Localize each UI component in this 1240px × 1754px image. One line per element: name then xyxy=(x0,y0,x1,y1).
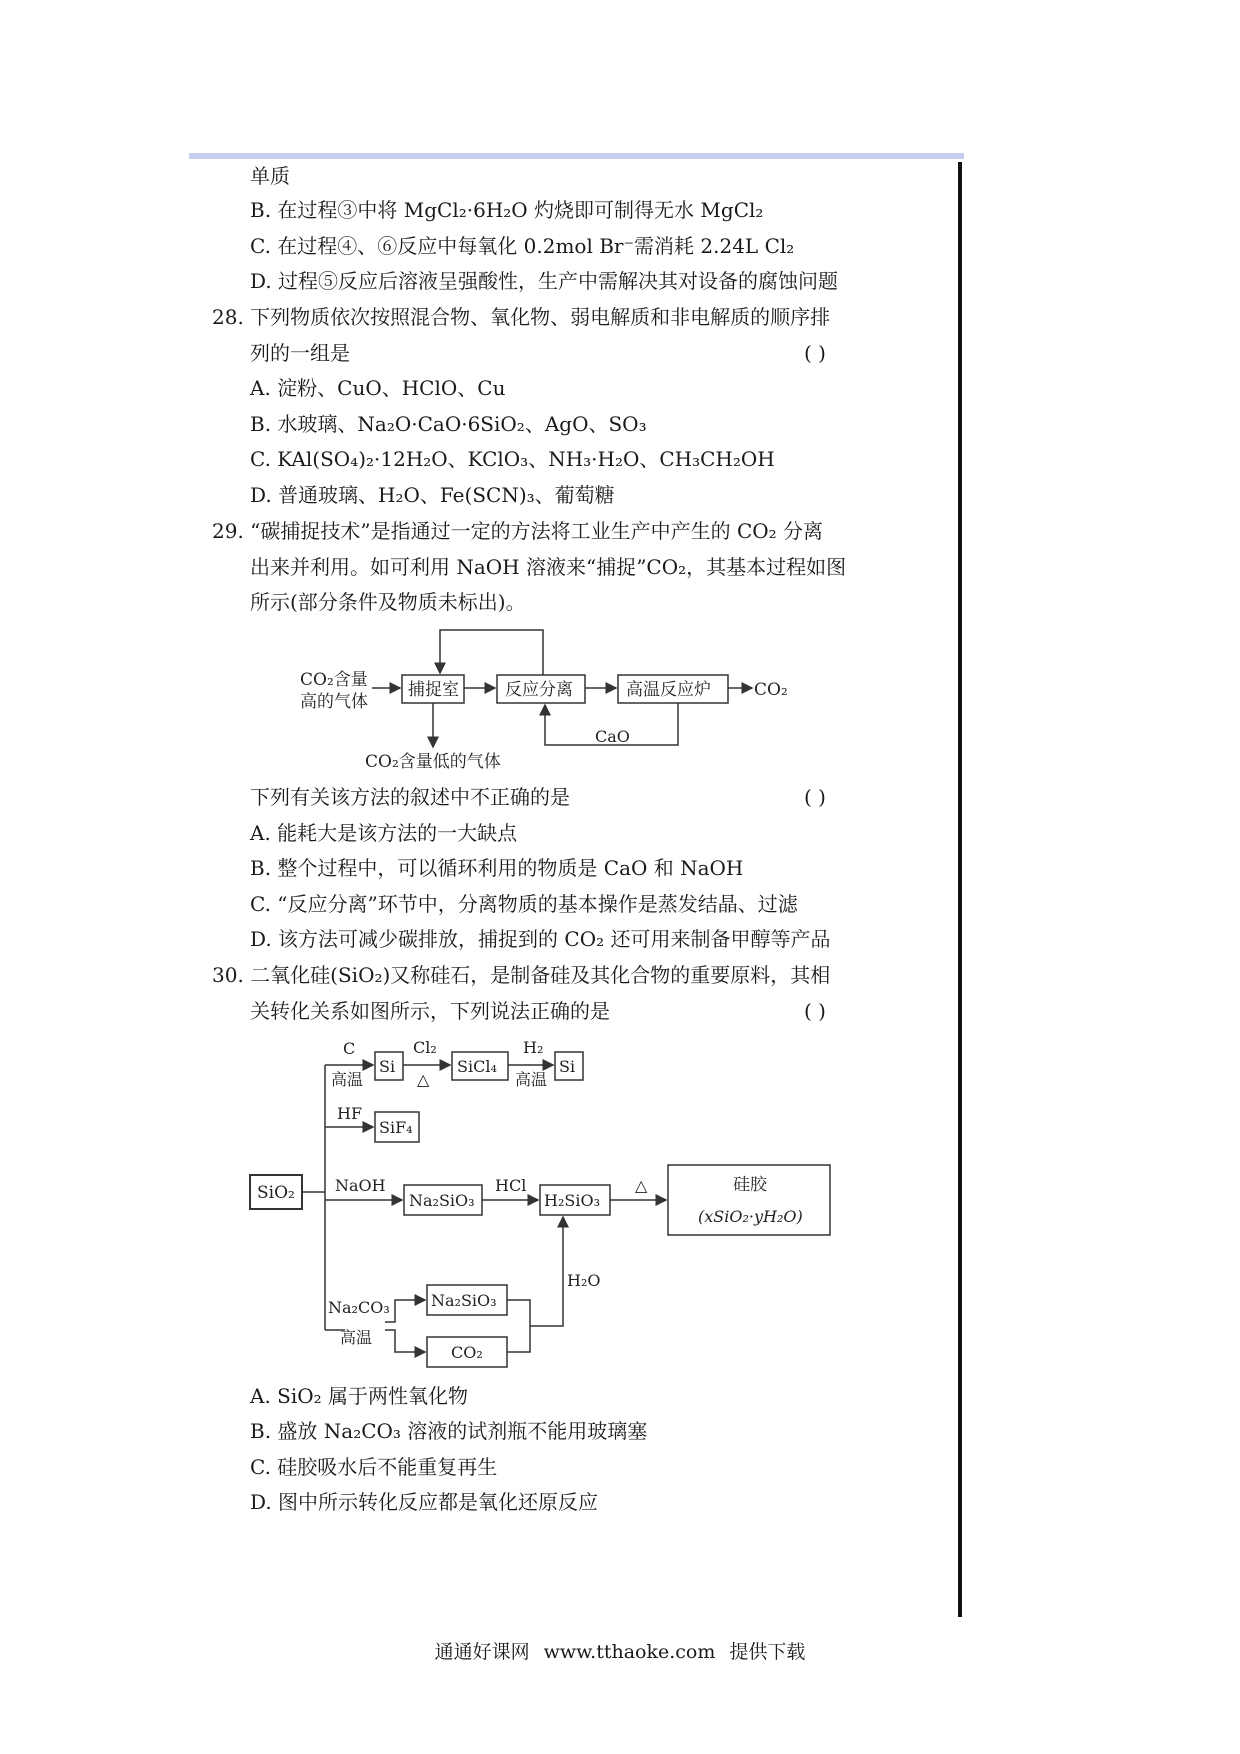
reagent-cl2: Cl₂ xyxy=(413,1038,437,1057)
reagent-h2: H₂ xyxy=(523,1038,544,1057)
footer-url[interactable]: www.tthaoke.com xyxy=(543,1641,716,1663)
q28-stem-1: 28. 下列物质依次按照混合物、氧化物、弱电解质和非电解质的顺序排 xyxy=(212,305,831,329)
box-separation-label: 反应分离 xyxy=(505,680,573,700)
na2sio3-2-label: Na₂SiO₃ xyxy=(431,1291,497,1310)
condition-high-temp-2: 高温 xyxy=(515,1070,548,1089)
condition-high-temp-1: 高温 xyxy=(331,1070,364,1089)
q29-stem-3: 所示(部分条件及物质未标出)。 xyxy=(250,590,526,614)
q30-stem-1: 30. 二氧化硅(SiO₂)又称硅石，是制备硅及其化合物的重要原料，其相 xyxy=(212,963,831,987)
condition-delta-1: △ xyxy=(417,1070,430,1089)
condition-high-temp-3: 高温 xyxy=(340,1328,373,1347)
page-footer xyxy=(0,1637,1240,1664)
sif4-label: SiF₄ xyxy=(379,1118,413,1137)
reagent-hcl: HCl xyxy=(495,1176,527,1195)
q28-answer-blank: ( ) xyxy=(804,341,826,365)
input-gas-label-1: CO₂含量 xyxy=(300,670,368,690)
prev-option-continuation: 单质 xyxy=(250,164,290,188)
reagent-naoh: NaOH xyxy=(335,1176,386,1195)
q30-option-c: C. 硅胶吸水后不能重复再生 xyxy=(250,1455,498,1479)
silica-conversion-diagram xyxy=(245,1030,845,1380)
prev-option-c: C. 在过程④、⑥反应中每氧化 0.2mol Br⁻需消耗 2.24L Cl₂ xyxy=(250,234,795,258)
q28-option-d: D. 普通玻璃、H₂O、Fe(SCN)₃、葡萄糖 xyxy=(250,483,615,507)
q28-option-c: C. KAl(SO₄)₂·12H₂O、KClO₃、NH₃·H₂O、CH₃CH₂OH xyxy=(250,447,775,471)
q30-stem-2: 关转化关系如图所示，下列说法正确的是 xyxy=(250,999,610,1023)
q29-option-d: D. 该方法可减少碳排放，捕捉到的 CO₂ 还可用来制备甲醇等产品 xyxy=(250,927,831,951)
h2sio3-label: H₂SiO₃ xyxy=(544,1191,600,1210)
box-furnace-label: 高温反应炉 xyxy=(626,680,711,700)
co2-label: CO₂ xyxy=(451,1343,483,1362)
reagent-hf: HF xyxy=(337,1104,363,1123)
input-gas-label-2: 高的气体 xyxy=(300,692,368,712)
carbon-capture-diagram xyxy=(290,625,810,775)
header-rule xyxy=(189,153,964,159)
si-product-label: Si xyxy=(559,1057,576,1076)
q30-answer-blank: ( ) xyxy=(804,999,826,1023)
box-capture-label: 捕捉室 xyxy=(408,680,459,700)
footer-tail: 提供下载 xyxy=(729,1641,806,1663)
arrow-naoh-recycle xyxy=(440,630,543,675)
na2sio3-label: Na₂SiO₃ xyxy=(409,1191,475,1210)
q29-answer-blank: ( ) xyxy=(804,785,826,809)
footer-site-name: 通通好课网 xyxy=(434,1641,530,1663)
q30-option-d: D. 图中所示转化反应都是氧化还原反应 xyxy=(250,1490,599,1514)
prev-option-b: B. 在过程③中将 MgCl₂·6H₂O 灼烧即可制得无水 MgCl₂ xyxy=(250,198,764,222)
q29-stem-2: 出来并利用。如可利用 NaOH 溶液来“捕捉”CO₂，其基本过程如图 xyxy=(250,555,847,579)
q29-option-c: C. “反应分离”环节中，分离物质的基本操作是蒸发结晶、过滤 xyxy=(250,892,798,916)
sio2-label: SiO₂ xyxy=(257,1183,295,1203)
reagent-h2o: H₂O xyxy=(567,1271,601,1290)
q29-option-a: A. 能耗大是该方法的一大缺点 xyxy=(250,821,518,845)
cao-label: CaO xyxy=(595,727,630,746)
q29-option-b: B. 整个过程中，可以循环利用的物质是 CaO 和 NaOH xyxy=(250,856,744,880)
silica-gel-formula: (xSiO₂·yH₂O) xyxy=(698,1207,803,1226)
prev-option-d: D. 过程⑤反应后溶液呈强酸性，生产中需解决其对设备的腐蚀问题 xyxy=(250,269,839,293)
right-margin-rule xyxy=(958,162,962,1617)
q30-option-a: A. SiO₂ 属于两性氧化物 xyxy=(250,1384,469,1408)
q29-stem-1: 29. “碳捕捉技术”是指通过一定的方法将工业生产中产生的 CO₂ 分离 xyxy=(212,519,824,543)
q29-question: 下列有关该方法的叙述中不正确的是 xyxy=(250,785,570,809)
reagent-c: C xyxy=(343,1039,356,1058)
condition-delta-2: △ xyxy=(635,1176,648,1195)
arrow-to-h2sio3 xyxy=(530,1217,563,1326)
q28-option-b: B. 水玻璃、Na₂O·CaO·6SiO₂、AgO、SO₃ xyxy=(250,412,647,436)
output-co2-label: CO₂ xyxy=(754,680,788,700)
si-label: Si xyxy=(379,1057,396,1076)
q28-stem-2: 列的一组是 xyxy=(250,341,350,365)
low-gas-label: CO₂含量低的气体 xyxy=(365,752,501,772)
sicl4-label: SiCl₄ xyxy=(457,1057,497,1076)
q30-option-b: B. 盛放 Na₂CO₃ 溶液的试剂瓶不能用玻璃塞 xyxy=(250,1419,648,1443)
silica-gel-name: 硅胶 xyxy=(733,1175,767,1195)
reagent-na2co3: Na₂CO₃ xyxy=(328,1298,390,1317)
q28-option-a: A. 淀粉、CuO、HClO、Cu xyxy=(250,376,506,400)
